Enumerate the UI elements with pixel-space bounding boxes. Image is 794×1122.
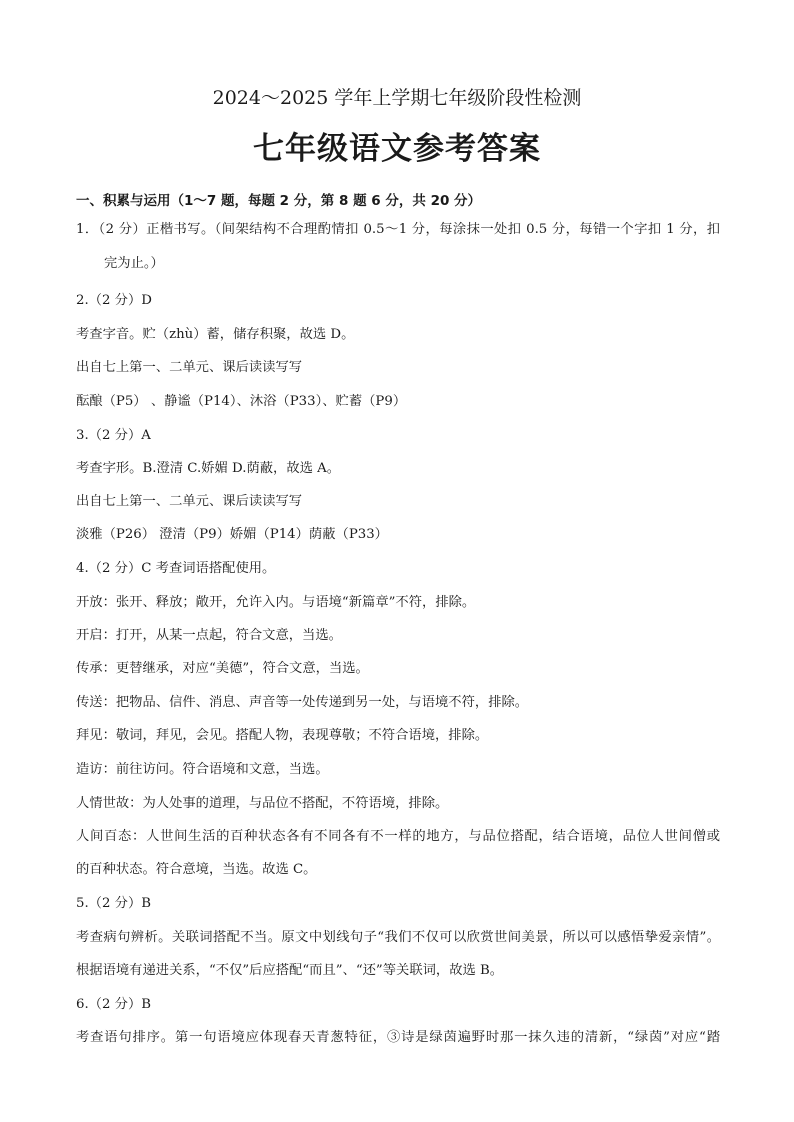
answer-line: 造访：前往访问。符合语境和文意，当选。 [76, 762, 329, 777]
answer-line: 人间百态：人世间生活的百种状态各有不同各有不一样的地方，与品位搭配，结合语境，品位人世间僧或 [76, 829, 720, 844]
answer-line: 考查字形。B.澄清 C.娇媚 D.荫蔽，故选 A。 [76, 461, 341, 476]
answer-line: 开启：打开，从某一点起，符合文意，当选。 [76, 628, 342, 643]
answer-line: 出自七上第一、二单元、课后读读写写 [76, 360, 303, 375]
answer-line: 考查病句辨析。关联词搭配不当。原文中划线句子“我们不仅可以欣赏世间美景，所以可以感悟挚爱亲情”。 [76, 930, 720, 945]
answer-line: 的百种状态。符合意境，当选。故选 C。 [76, 862, 317, 877]
answer-line: 拜见：敬词，拜见，会见。搭配人物，表现尊敬；不符合语境，排除。 [76, 728, 489, 743]
page-title: 七年级语文参考答案 [253, 131, 541, 167]
answer-line: 2.（2 分）D [76, 293, 152, 308]
answer-line: 传送：把物品、信件、消息、声音等一处传递到另一处，与语境不符，排除。 [76, 695, 529, 710]
answer-line: 传承：更替继承，对应“美德”，符合文意，当选。 [76, 661, 369, 676]
answer-line: 5.（2 分）B [76, 896, 152, 911]
answer-line: 开放：张开、释放；敞开，允许入内。与语境“新篇章”不符，排除。 [76, 595, 476, 610]
answer-line: 3.（2 分）A [76, 428, 151, 443]
answer-line: 人情世故：为人处事的道理，与品位不搭配，不符语境，排除。 [76, 796, 449, 811]
answer-line: 考查语句排序。第一句语境应体现春天青葱特征，③诗是绿茵遍野时那一抹久违的清新，“绿茵”对应“踏 [76, 1030, 720, 1045]
answer-line: 根据语境有递进关系，“不仅”后应搭配“而且”、“还”等关联词，故选 B。 [76, 963, 504, 978]
answer-line: 6.（2 分）B [76, 997, 152, 1012]
answer-line: 出自七上第一、二单元、课后读读写写 [76, 494, 303, 509]
answer-line: 完为止。） [104, 256, 164, 271]
section-heading: 一、积累与运用（1～7 题，每题 2 分，第 8 题 6 分，共 20 分） [76, 193, 482, 209]
answer-line: 淡雅（P26） 澄清（P9）娇媚（P14）荫蔽（P33） [76, 527, 388, 542]
answer-line: 考查字音。贮（zhù）蓄，储存积聚，故选 D。 [76, 327, 355, 342]
answer-line: 酝酿（P5） 、静谧（P14）、沐浴（P33）、贮蓄（P9） [76, 394, 407, 409]
answer-line: 1．（2 分）正楷书写。（间架结构不合理酌情扣 0.5～1 分，每涂抹一处扣 0.5 分，每错一个字扣 1 分，扣 [76, 222, 720, 237]
answer-line: 4.（2 分）C 考查词语搭配使用。 [76, 561, 276, 576]
exam-subtitle: 2024～2025 学年上学期七年级阶段性检测 [212, 87, 582, 109]
